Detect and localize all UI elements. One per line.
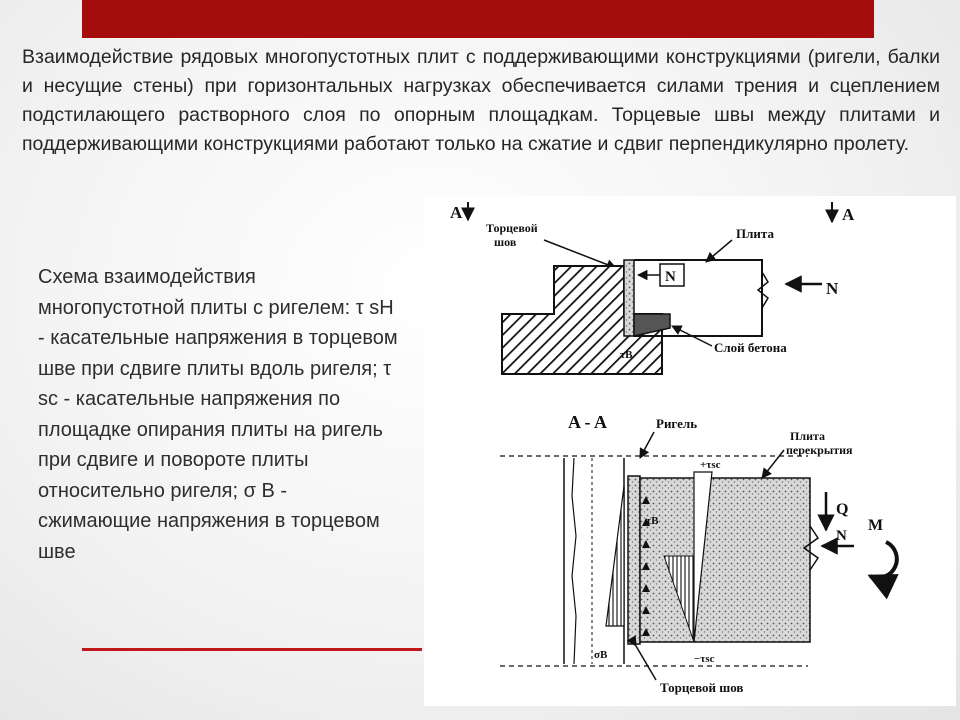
end-joint-label-bottom: Торцевой шов	[660, 680, 744, 695]
slab-leader-bottom	[762, 450, 784, 478]
top-detail	[450, 202, 855, 374]
diagram-svg	[424, 196, 956, 706]
tau-sc-bottom: −τsc	[694, 653, 715, 665]
girder-label: Ригель	[656, 416, 698, 431]
end-joint-leader-bottom	[636, 646, 656, 680]
section-mark-left: A	[450, 203, 463, 222]
bottom-accent-rule	[82, 648, 422, 651]
tau-label-top: τB	[620, 349, 633, 361]
top-accent-bar	[82, 0, 874, 38]
end-joint-strip	[624, 260, 634, 336]
end-joint-label-top: Торцевой	[486, 221, 538, 235]
bottom-section	[500, 412, 897, 695]
slab-label-bottom-2: перекрытия	[786, 443, 853, 457]
force-n-label: N	[826, 279, 839, 298]
tau-label-bottom: τB	[646, 515, 659, 527]
end-joint-label-top-2: шов	[494, 235, 517, 249]
intro-paragraph: Взаимодействие рядовых многопустотных плит с поддерживающими конструкциями (ригели, балки и несущие стены) при горизонтальных нагрузках обеспечивается силами трения и сцеплением подстилающего растворного слоя по опорным площадкам. Торцевые швы между плитами и поддерживающими конструкциями работают только на сжатие и сдвиг перпендикулярно пролету.	[22, 46, 940, 155]
slab-label-top: Плита	[736, 226, 774, 241]
figure-caption: Схема взаимодействия многопустотной плиты с ригелем: τ sH - касательные напряжения в торцевом шве при сдвиге плиты вдоль ригеля; τ sc - касательные напряжения по площадке опирания плиты на ригель при сдвиге и повороте плиты относительно ригеля; σ В - сжимающие напряжения в торцевом шве	[38, 266, 398, 563]
girder-line-wave	[572, 458, 576, 664]
girder-leader	[640, 432, 654, 458]
slab-leader-top	[706, 240, 732, 262]
end-joint-strip-bottom	[628, 476, 640, 644]
force-box-label: N	[665, 269, 676, 285]
stress-triangle-left	[606, 486, 624, 626]
moment-arrow	[870, 542, 897, 578]
force-q-label: Q	[836, 501, 849, 518]
moment-label: M	[868, 517, 884, 534]
concrete-layer-label: Слой бетона	[714, 340, 787, 355]
section-mark-right: A	[842, 205, 855, 224]
slab-girder-diagram	[424, 196, 956, 706]
slab-label-bottom: Плита	[790, 429, 826, 443]
tau-sc-top: +τsc	[700, 459, 721, 471]
concrete-layer	[634, 314, 670, 336]
section-title: A - A	[568, 412, 608, 432]
sigma-label: σB	[594, 649, 608, 661]
force-n-bottom-label: N	[836, 528, 847, 544]
end-joint-leader	[544, 240, 616, 268]
